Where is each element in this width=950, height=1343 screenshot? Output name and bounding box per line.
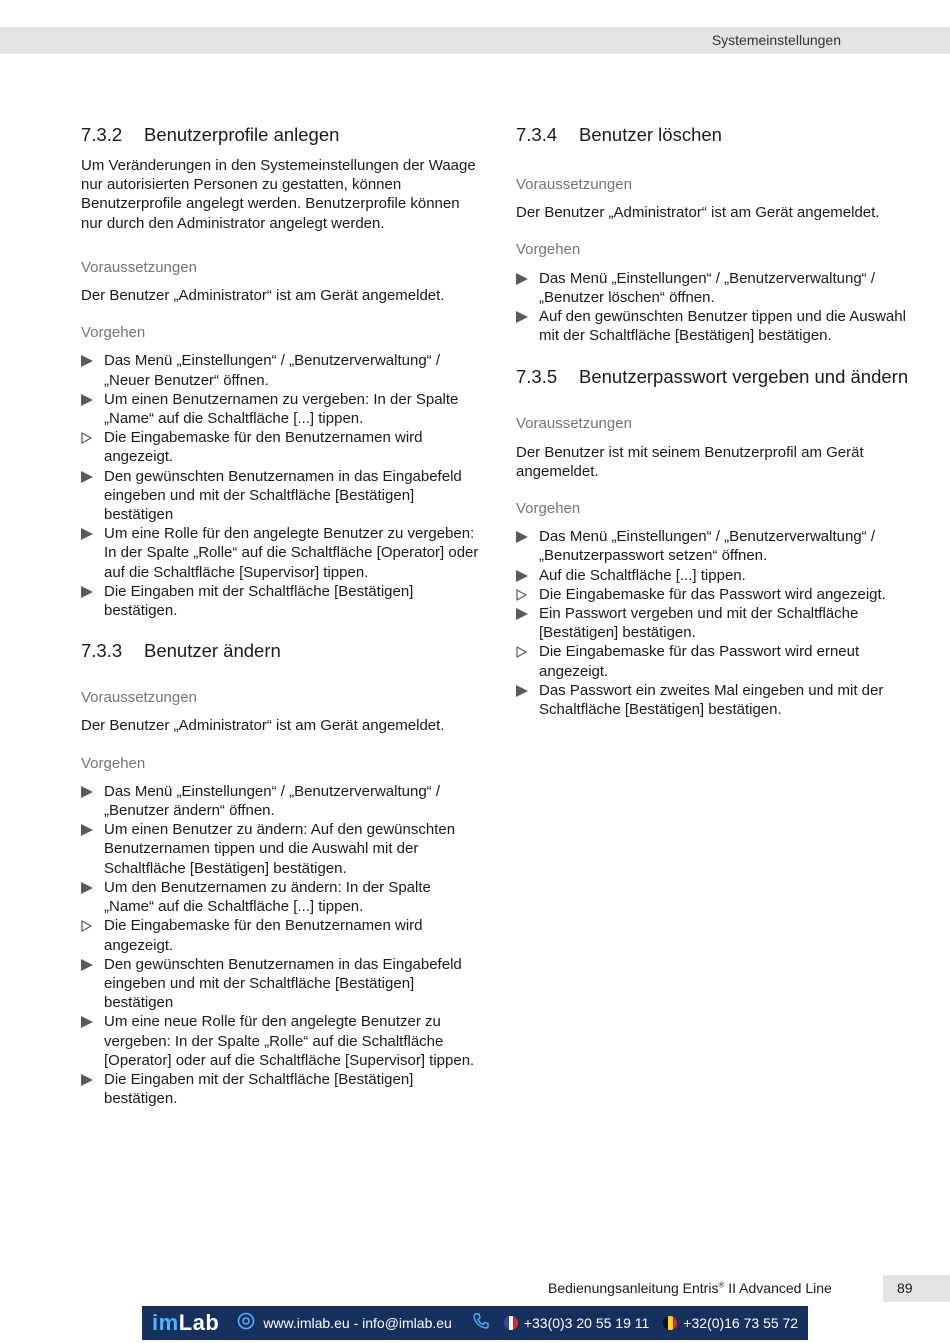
prerequisites-text: Der Benutzer ist mit seinem Benutzerprofil am Gerät angemeldet.	[516, 443, 864, 480]
procedure-heading: Vorgehen	[81, 324, 146, 342]
section-number: 7.3.2	[81, 124, 123, 145]
list-item: Das Menü „Einstellungen“ / „Benutzerverwaltung“ / „Neuer Benutzer“ öffnen.	[81, 351, 481, 389]
procedure-steps	[516, 269, 911, 346]
result-arrow-icon	[81, 432, 92, 443]
action-arrow-icon	[516, 570, 528, 582]
list-item: Um eine neue Rolle für den angelegte Benutzer zu vergeben: In der Spalte „Rolle“ auf die Schaltfläche [Operator] oder auf die Schaltfläche [Supervisor] tippen.	[81, 1012, 481, 1070]
footer-document-title: Bedienungsanleitung Entris® II Advanced Line	[548, 1280, 832, 1296]
action-arrow-icon	[81, 882, 93, 894]
section-heading	[81, 640, 481, 662]
phone-icon	[472, 1312, 490, 1335]
left-column	[81, 124, 481, 1108]
action-arrow-icon	[81, 355, 93, 367]
section-7-3-4	[516, 124, 911, 345]
list-item: Die Eingabemaske für den Benutzernamen wird angezeigt.	[81, 428, 481, 466]
prerequisites-heading: Voraussetzungen	[81, 258, 197, 276]
intro-paragraph: Um Veränderungen in den Systemeinstellungen der Waage nur autorisierten Personen zu gestatten, können Benutzerprofile angelegt werden. Benutzerprofile können nur durch den Administrator angelegt werden.	[81, 157, 476, 232]
action-arrow-icon	[81, 959, 93, 971]
section-number: 7.3.4	[516, 124, 558, 145]
list-item: Ein Passwort vergeben und mit der Schaltfläche [Bestätigen] bestätigen.	[516, 604, 911, 642]
list-item: Den gewünschten Benutzernamen in das Eingabefeld eingeben und mit der Schaltfläche [Bestätigen] bestätigen	[81, 467, 481, 525]
prerequisites-text: Der Benutzer „Administrator“ ist am Gerät angemeldet.	[516, 204, 880, 222]
section-title: Benutzer ändern	[144, 640, 281, 662]
section-title: Benutzerpasswort vergeben und ändern	[579, 366, 909, 388]
result-arrow-icon	[81, 920, 92, 931]
result-arrow-icon	[516, 646, 527, 657]
list-item: Um einen Benutzernamen zu vergeben: In der Spalte „Name“ auf die Schaltfläche [...] tippen.	[81, 390, 481, 428]
action-arrow-icon	[81, 1016, 93, 1028]
list-item: Auf die Schaltfläche [...] tippen.	[516, 566, 911, 585]
list-item: Die Eingabemaske für das Passwort wird angezeigt.	[516, 585, 911, 604]
registered-mark: ®	[718, 1280, 725, 1290]
list-item: Die Eingabemaske für den Benutzernamen wird angezeigt.	[81, 916, 481, 954]
imlab-logo: imLab	[152, 1310, 220, 1335]
action-arrow-icon	[81, 586, 93, 598]
action-arrow-icon	[81, 471, 93, 483]
contact-text: www.imlab.eu - info@imlab.eu	[263, 1315, 452, 1331]
list-item: Die Eingaben mit der Schaltfläche [Bestätigen] bestätigen.	[81, 582, 481, 620]
prerequisites-heading: Voraussetzungen	[81, 689, 197, 707]
section-heading	[516, 366, 911, 388]
belgium-flag-icon	[663, 1316, 677, 1330]
list-item: Um den Benutzernamen zu ändern: In der Spalte „Name“ auf die Schaltfläche [...] tippen.	[81, 878, 481, 916]
list-item: Auf den gewünschten Benutzer tippen und die Auswahl mit der Schaltfläche [Bestätigen] bestätigen.	[516, 307, 911, 345]
header-bar	[0, 27, 950, 54]
procedure-heading: Vorgehen	[81, 754, 146, 772]
procedure-heading: Vorgehen	[516, 500, 581, 518]
right-column	[516, 124, 911, 719]
section-heading	[81, 124, 481, 146]
action-arrow-icon	[81, 824, 93, 836]
running-header: Systemeinstellungen	[711, 32, 841, 48]
action-arrow-icon	[516, 273, 528, 285]
at-sign-icon	[237, 1312, 255, 1335]
list-item: Um eine Rolle für den angelegte Benutzer zu vergeben: In der Spalte „Rolle“ auf die Schaltfläche [Operator] oder auf die Schaltfläche [Supervisor] tippen.	[81, 524, 481, 582]
phone-france: +33(0)3 20 55 19 11	[523, 1315, 650, 1331]
procedure-steps	[81, 351, 481, 620]
action-arrow-icon	[81, 786, 93, 798]
action-arrow-icon	[516, 531, 528, 543]
procedure-steps	[81, 782, 481, 1108]
list-item: Das Menü „Einstellungen“ / „Benutzerverwaltung“ / „Benutzerpasswort setzen“ öffnen.	[516, 527, 911, 565]
list-item: Das Menü „Einstellungen“ / „Benutzerverwaltung“ / „Benutzer löschen“ öffnen.	[516, 269, 911, 307]
section-title: Benutzerprofile anlegen	[144, 124, 340, 145]
section-number: 7.3.5	[516, 366, 558, 388]
prerequisites-text: Der Benutzer „Administrator“ ist am Gerät angemeldet.	[81, 717, 445, 735]
procedure-heading: Vorgehen	[516, 241, 581, 259]
section-title: Benutzer löschen	[579, 124, 722, 145]
phone-belgium: +32(0)16 73 55 72	[683, 1315, 799, 1331]
procedure-steps	[516, 527, 911, 719]
section-7-3-5	[516, 366, 911, 719]
prerequisites-heading: Voraussetzungen	[516, 176, 632, 193]
action-arrow-icon	[81, 1074, 93, 1086]
page-number-box	[883, 1275, 950, 1302]
list-item: Die Eingabemaske für das Passwort wird erneut angezeigt.	[516, 642, 911, 680]
page-number: 89	[897, 1280, 913, 1296]
france-flag-icon	[504, 1316, 518, 1330]
section-heading	[516, 124, 911, 146]
action-arrow-icon	[81, 394, 93, 406]
list-item: Die Eingaben mit der Schaltfläche [Bestätigen] bestätigen.	[81, 1070, 481, 1108]
section-number: 7.3.3	[81, 640, 123, 662]
section-7-3-3	[81, 640, 481, 1108]
action-arrow-icon	[516, 311, 528, 323]
prerequisites-text: Der Benutzer „Administrator“ ist am Gerät angemeldet.	[81, 287, 445, 305]
list-item: Um einen Benutzer zu ändern: Auf den gewünschten Benutzernamen tippen und die Auswahl mit der Schaltfläche [Bestätigen] bestätigen.	[81, 820, 481, 878]
prerequisites-heading: Voraussetzungen	[516, 415, 632, 433]
distributor-banner	[142, 1306, 808, 1340]
section-7-3-2	[81, 124, 481, 620]
action-arrow-icon	[516, 685, 528, 697]
result-arrow-icon	[516, 589, 527, 600]
list-item: Das Menü „Einstellungen“ / „Benutzerverwaltung“ / „Benutzer ändern“ öffnen.	[81, 782, 481, 820]
action-arrow-icon	[516, 608, 528, 620]
list-item: Den gewünschten Benutzernamen in das Eingabefeld eingeben und mit der Schaltfläche [Bestätigen] bestätigen	[81, 955, 481, 1013]
list-item: Das Passwort ein zweites Mal eingeben und mit der Schaltfläche [Bestätigen] bestätigen.	[516, 681, 911, 719]
action-arrow-icon	[81, 528, 93, 540]
